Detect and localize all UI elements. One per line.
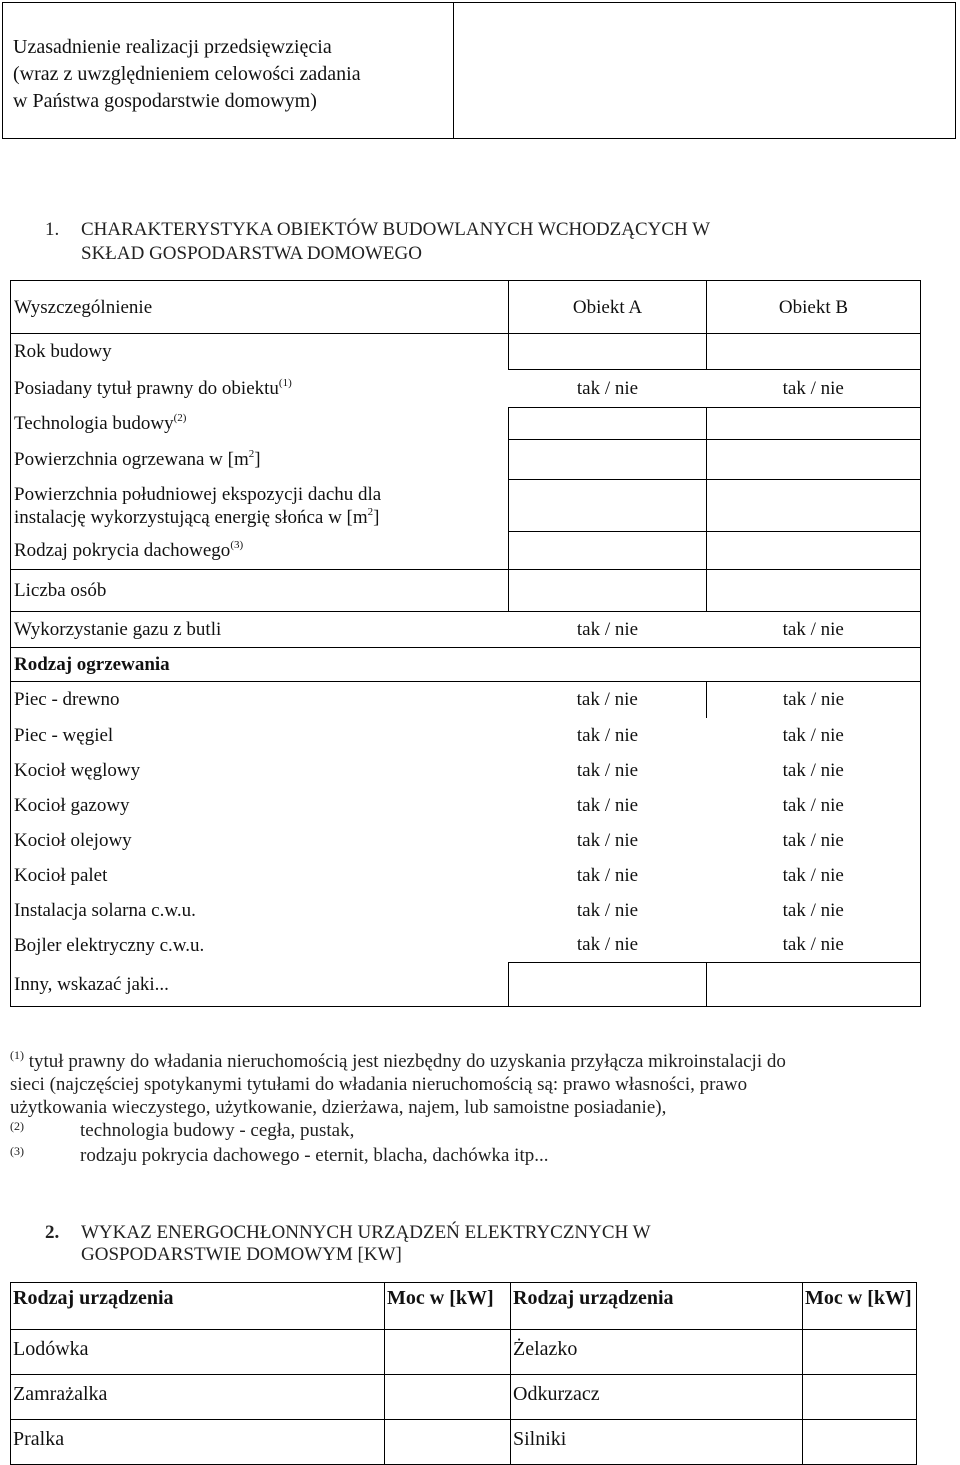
yes-no-solar-a[interactable]: tak / nie xyxy=(576,899,639,921)
power-input[interactable] xyxy=(803,1420,917,1465)
cell-exposure-a[interactable] xyxy=(509,480,707,532)
section1-title-cont: SKŁAD GOSPODARSTWA DOMOWEGO xyxy=(81,243,422,264)
box-divider xyxy=(453,3,454,138)
row-label-exposure-l1: Powierzchnia południowej ekspozycji dachu dla xyxy=(14,483,382,505)
device-name: Odkurzacz xyxy=(511,1375,803,1420)
bracket: ] xyxy=(254,449,261,470)
superscript: 2 xyxy=(248,448,255,460)
row-label-title-text: Posiadany tytuł prawny do obiektu xyxy=(14,378,279,399)
yes-no-solar-b[interactable]: tak / nie xyxy=(707,893,921,928)
cell-heated-area-b[interactable] xyxy=(707,440,921,480)
footnote-2 xyxy=(10,1119,910,1142)
appliances-table xyxy=(10,1282,917,1465)
footnote-ref: (3) xyxy=(230,538,244,551)
row-label-roofing-text: Rodzaj pokrycia dachowego xyxy=(14,539,231,561)
buildings-table xyxy=(10,280,921,1007)
row-label-gas: Wykorzystanie gazu z butli xyxy=(11,612,509,648)
row-label-title xyxy=(11,370,509,408)
cell-other-a[interactable] xyxy=(509,963,707,1007)
power-input[interactable] xyxy=(385,1420,511,1465)
row-label-solar: Instalacja solarna c.w.u. xyxy=(11,893,509,928)
row-label-technology xyxy=(11,408,509,440)
row-label-boiler-coal: Kocioł węglowy xyxy=(11,753,509,788)
cell-technology-a[interactable] xyxy=(509,408,707,440)
cell-persons-a[interactable] xyxy=(509,570,707,612)
row-label-boiler-pellet: Kocioł palet xyxy=(11,858,509,893)
footnote-mark: (2) xyxy=(10,1119,24,1133)
heating-type-heading: Rodzaj ogrzewania xyxy=(11,648,921,682)
yes-no-electric-boiler-a[interactable]: tak / nie xyxy=(576,934,639,956)
row-label-other: Inny, wskazać jaki... xyxy=(11,963,509,1007)
row-label-exposure-l2: instalację wykorzystującą energię słońca w [m xyxy=(14,506,368,528)
footnote-mark: (3) xyxy=(10,1144,24,1158)
header-device-type: Rodzaj urządzenia xyxy=(11,1283,385,1330)
cell-year-b[interactable] xyxy=(707,334,921,370)
cell-persons-b[interactable] xyxy=(707,570,921,612)
header-object-a: Obiekt A xyxy=(509,281,707,334)
header-power: Moc w [kW] xyxy=(385,1283,511,1330)
footnote-text: rodzaju pokrycia dachowego - eternit, blacha, dachówka itp... xyxy=(80,1145,549,1166)
yes-no-stove-wood-a[interactable]: tak / nie xyxy=(576,689,638,711)
device-name: Pralka xyxy=(11,1420,385,1465)
row-label-year: Rok budowy xyxy=(11,334,509,370)
footnote-1-cont: sieci (najczęściej spotykanymi tytułami do władania nieruchomością są: prawo własności, prawo xyxy=(10,1074,748,1095)
section2-heading xyxy=(45,1222,651,1266)
yes-no-stove-coal-a[interactable]: tak / nie xyxy=(576,724,639,746)
power-input[interactable] xyxy=(803,1330,917,1375)
row-label-stove-wood: Piec - drewno xyxy=(11,682,509,718)
yes-no-title-b[interactable]: tak / nie xyxy=(707,370,921,408)
device-name: Zamrażalka xyxy=(11,1375,385,1420)
section1-number: 1. xyxy=(45,219,60,240)
justification-line: (wraz z uwzględnieniem celowości zadania xyxy=(13,63,361,85)
superscript: 2 xyxy=(367,505,374,518)
footnote-1-cont: użytkowania wieczystego, użytkowanie, dzierżawa, najem, lub samoistne posiadanie), xyxy=(10,1097,667,1118)
header-power: Moc w [kW] xyxy=(803,1283,917,1330)
yes-no-boiler-gas-b[interactable]: tak / nie xyxy=(707,788,921,823)
yes-no-stove-wood-b[interactable]: tak / nie xyxy=(707,682,921,718)
cell-heated-area-a[interactable] xyxy=(509,440,707,480)
footnote-3 xyxy=(10,1144,910,1167)
row-label-roofing xyxy=(11,532,509,570)
power-input[interactable] xyxy=(385,1375,511,1420)
power-input[interactable] xyxy=(385,1330,511,1375)
yes-no-boiler-gas-a[interactable]: tak / nie xyxy=(576,794,639,816)
bracket: ] xyxy=(373,506,380,528)
cell-exposure-b[interactable] xyxy=(707,480,921,532)
cell-roofing-b[interactable] xyxy=(707,532,921,570)
cell-year-a[interactable] xyxy=(509,334,707,370)
footnote-text: tytuł prawny do władania nieruchomością jest niezbędny do uzyskania przyłącza mikroinstalacji do xyxy=(28,1051,786,1072)
row-label-electric-boiler: Bojler elektryczny c.w.u. xyxy=(11,928,509,963)
row-label-boiler-gas: Kocioł gazowy xyxy=(11,788,509,823)
footnote-text: technologia budowy - cegła, pustak, xyxy=(80,1120,355,1141)
footnote-mark: (1) xyxy=(10,1048,24,1062)
row-label-exposure xyxy=(11,480,509,532)
header-object-b: Obiekt B xyxy=(707,281,921,334)
power-input[interactable] xyxy=(803,1375,917,1420)
device-name: Żelazko xyxy=(511,1330,803,1375)
row-label-persons: Liczba osób xyxy=(11,570,509,612)
section1-title: CHARAKTERYSTYKA OBIEKTÓW BUDOWLANYCH WCHODZĄCYCH W xyxy=(81,219,711,240)
row-label-heated-area xyxy=(11,440,509,480)
section2-number: 2. xyxy=(45,1222,60,1243)
row-label-heated-area-text: Powierzchnia ogrzewana w [m xyxy=(14,449,249,470)
footnotes xyxy=(10,1050,910,1167)
header-device-type: Rodzaj urządzenia xyxy=(511,1283,803,1330)
cell-roofing-a[interactable] xyxy=(509,532,707,570)
justification-line: Uzasadnienie realizacji przedsięwzięcia xyxy=(13,36,332,58)
yes-no-boiler-coal-b[interactable]: tak / nie xyxy=(707,753,921,788)
cell-technology-b[interactable] xyxy=(707,408,921,440)
header-specification: Wyszczególnienie xyxy=(11,281,509,334)
yes-no-boiler-oil-b[interactable]: tak / nie xyxy=(707,823,921,858)
cell-other-b[interactable] xyxy=(707,963,921,1007)
section2-title: WYKAZ ENERGOCHŁONNYCH URZĄDZEŃ ELEKTRYCZNYCH W xyxy=(81,1222,651,1243)
justification-label xyxy=(13,34,443,115)
footnote-ref: (2) xyxy=(173,412,187,424)
yes-no-title-a[interactable]: tak / nie xyxy=(576,378,639,399)
footnote-1 xyxy=(10,1050,910,1073)
yes-no-boiler-pellet-b[interactable]: tak / nie xyxy=(707,858,921,893)
yes-no-gas-b[interactable]: tak / nie xyxy=(707,612,921,648)
device-name: Silniki xyxy=(511,1420,803,1465)
yes-no-gas-a[interactable]: tak / nie xyxy=(576,619,639,640)
row-label-stove-coal: Piec - węgiel xyxy=(11,718,509,753)
yes-no-boiler-oil-a[interactable]: tak / nie xyxy=(576,829,639,851)
footnote-ref: (1) xyxy=(278,377,292,389)
justification-box xyxy=(2,2,956,139)
yes-no-stove-coal-b[interactable]: tak / nie xyxy=(707,718,921,753)
yes-no-boiler-coal-a[interactable]: tak / nie xyxy=(576,759,639,781)
row-label-technology-text: Technologia budowy xyxy=(14,413,174,434)
section2-title-cont: GOSPODARSTWIE DOMOWYM [KW] xyxy=(81,1244,402,1265)
section1-heading xyxy=(45,218,710,266)
yes-no-boiler-pellet-a[interactable]: tak / nie xyxy=(576,864,639,886)
justification-line: w Państwa gospodarstwie domowym) xyxy=(13,90,317,112)
row-label-boiler-oil: Kocioł olejowy xyxy=(11,823,509,858)
yes-no-electric-boiler-b[interactable]: tak / nie xyxy=(707,928,921,963)
device-name: Lodówka xyxy=(11,1330,385,1375)
